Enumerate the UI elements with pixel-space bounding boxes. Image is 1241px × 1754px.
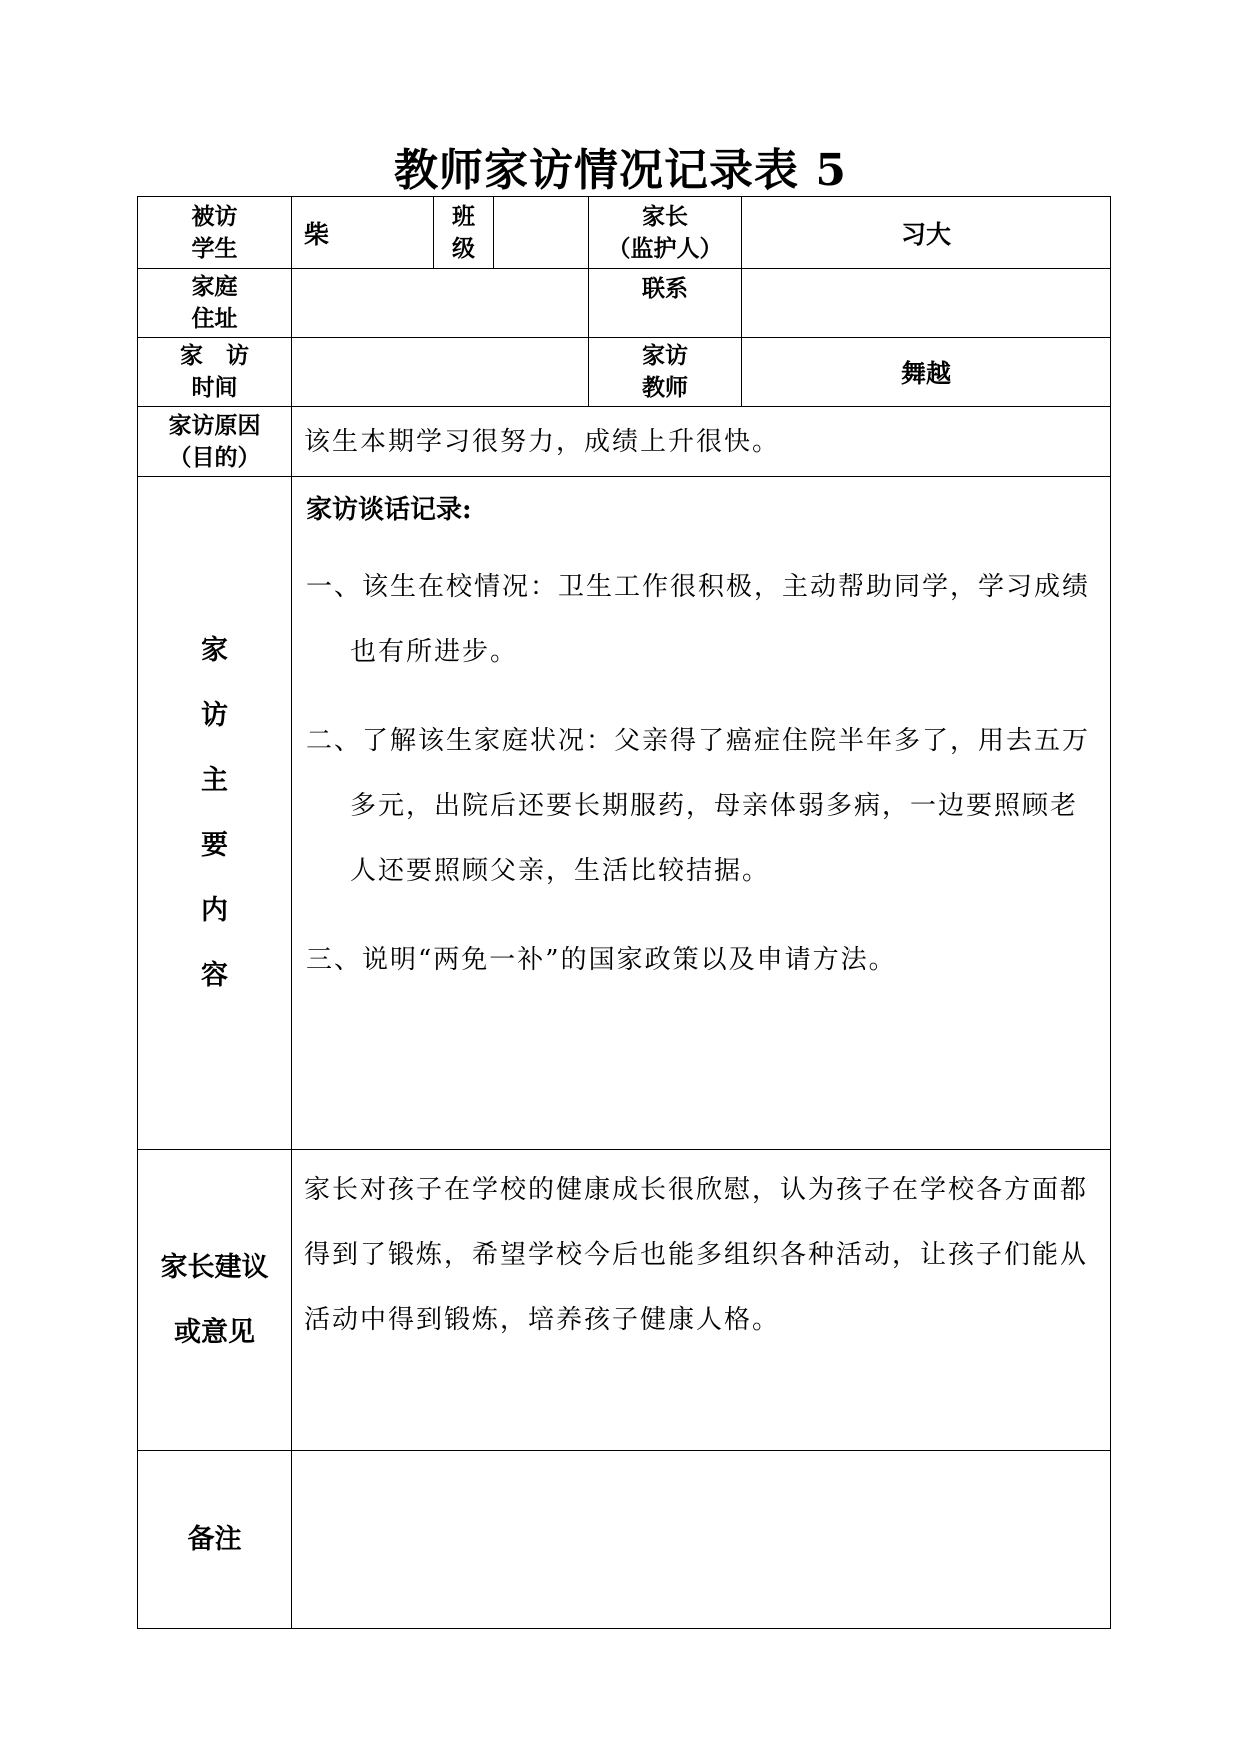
- suggestion-label-line2: 或意见: [174, 1317, 255, 1348]
- suggestion-body: [292, 1150, 1111, 1451]
- class-label-line1: 班: [452, 202, 475, 230]
- time-value: [292, 338, 589, 407]
- address-label-line2: 住址: [191, 305, 238, 332]
- student-value: 柴: [292, 197, 434, 269]
- suggestion-label-cell: [138, 1150, 292, 1451]
- row-visit-time: [138, 338, 1111, 407]
- reason-label-line2: （目的）: [168, 443, 261, 471]
- address-value: [292, 269, 589, 338]
- teacher-label-line2: 教师: [642, 374, 688, 401]
- suggestion-value: 家长对孩子在学校的健康成长很欣慰，认为孩子在学校各方面都得到了锻炼，希望学校今后也能多组织各种活动，让孩子们能从活动中得到锻炼，培养孩子健康人格。: [304, 1175, 1089, 1335]
- address-label-cell: [138, 269, 292, 338]
- student-label-cell: [138, 197, 292, 269]
- content-item-1: 一、该生在校情况：卫生工作很积极，主动帮助同学，学习成绩也有所进步。: [306, 572, 1091, 667]
- home-visit-record-table: [137, 196, 1111, 1629]
- class-value: [494, 197, 589, 269]
- content-heading: 家访谈话记录:: [306, 495, 472, 525]
- student-label-line2: 学生: [191, 234, 238, 262]
- reason-label-cell: [138, 407, 292, 477]
- content-label-char: 访: [201, 700, 228, 731]
- parent-label-line2: （监护人）: [607, 234, 723, 262]
- remark-label: 备注: [138, 1451, 292, 1629]
- time-label-cell: [138, 338, 292, 407]
- content-label-char: 要: [201, 830, 228, 861]
- time-label-line1: 家 访: [180, 342, 249, 369]
- content-label-char: 家: [201, 635, 228, 666]
- content-label-char: 内: [201, 895, 228, 926]
- content-label-char: 主: [201, 765, 228, 796]
- content-item-3: 三、说明“两免一补”的国家政策以及申请方法。: [306, 945, 897, 975]
- teacher-label-cell: [589, 338, 742, 407]
- row-student-info: [138, 197, 1111, 269]
- content-label-cell: [138, 477, 292, 1150]
- reason-value: 该生本期学习很努力，成绩上升很快。: [292, 407, 1111, 477]
- teacher-value: 舞越: [742, 338, 1111, 407]
- class-label-line2: 级: [452, 234, 475, 262]
- teacher-label-line1: 家访: [642, 342, 688, 369]
- parent-label-cell: [589, 197, 742, 269]
- class-label-cell: [434, 197, 494, 269]
- row-address: [138, 269, 1111, 338]
- content-label-char: 容: [201, 960, 228, 991]
- reason-label-line1: 家访原因: [168, 411, 261, 439]
- time-label-line2: 时间: [191, 374, 238, 401]
- parent-label-line1: 家长: [642, 202, 688, 230]
- address-label-line1: 家庭: [191, 273, 238, 300]
- parent-value: 习大: [742, 197, 1111, 269]
- suggestion-label-line1: 家长建议: [160, 1252, 269, 1283]
- contact-value: [742, 269, 1111, 338]
- row-main-content: [138, 477, 1111, 1150]
- remark-value: [292, 1451, 1111, 1629]
- content-item-2: 二、了解该生家庭状况：父亲得了癌症住院半年多了，用去五万多元，出院后还要长期服药，母亲体弱多病，一边要照顾老人还要照顾父亲，生活比较拮据。: [306, 726, 1091, 886]
- student-label-line1: 被访: [191, 202, 238, 230]
- row-suggestion: [138, 1150, 1111, 1451]
- page-title: 教师家访情况记录表 5: [394, 145, 847, 196]
- row-reason: [138, 407, 1111, 477]
- contact-label: 联系: [589, 269, 742, 338]
- content-body: [292, 477, 1111, 1150]
- row-remark: [138, 1451, 1111, 1629]
